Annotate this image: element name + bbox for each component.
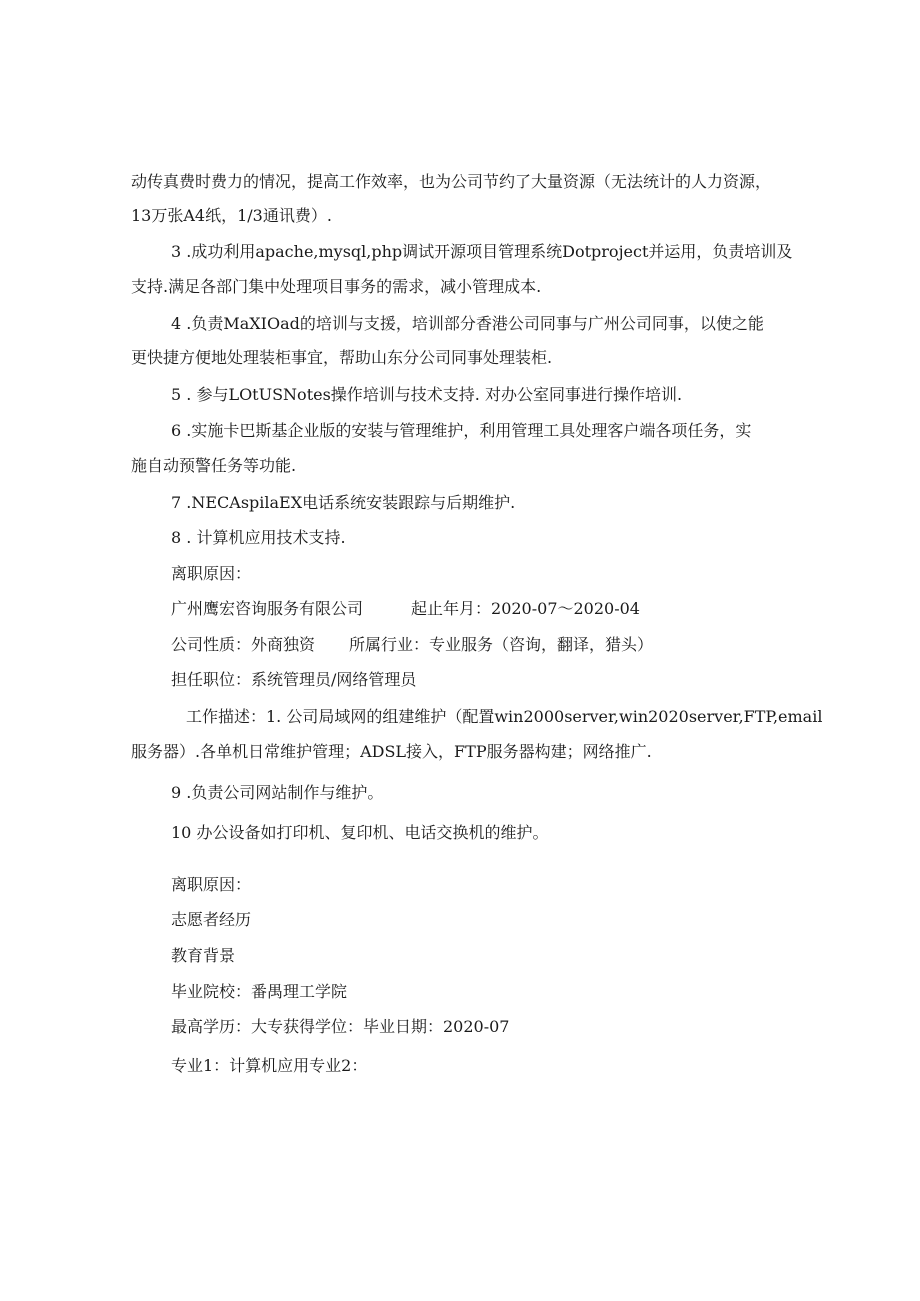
list-item-10: 10 办公设备如打印机、复印机、电话交换机的维护。 — [171, 823, 549, 842]
volunteer-heading: 志愿者经历 — [171, 910, 252, 929]
leaving-reason-label: 离职原因： — [171, 564, 252, 583]
list-item-3: 3 .成功利用apache,mysql,php调试开源项目管理系统Dotproject并运用，负责培训及 — [171, 242, 793, 261]
text-line: 支持.满足各部门集中处理项目事务的需求，减小管理成本. — [131, 277, 542, 296]
company-line — [171, 599, 640, 619]
employment-period: 起止年月：2020-07～2020-04 — [411, 599, 640, 618]
text-line: 更快捷方便地处理装柜事宜，帮助山东分公司同事处理装柜. — [131, 348, 553, 367]
company-name: 广州鹰宏咨询服务有限公司 — [171, 599, 364, 618]
list-item-8: 8 . 计算机应用技术支持. — [171, 528, 346, 547]
degree: 最高学历：大专获得学位：毕业日期：2020-07 — [171, 1017, 510, 1036]
company-info-line — [171, 635, 653, 655]
company-type: 公司性质：外商独资 — [171, 635, 316, 654]
list-item-9: 9 .负责公司网站制作与维护。 — [171, 783, 384, 802]
school: 毕业院校：番禺理工学院 — [171, 982, 348, 1001]
list-item-7: 7 .NECAspilaEX电话系统安装跟踪与后期维护. — [171, 493, 516, 512]
education-heading: 教育背景 — [171, 946, 236, 965]
list-item-4: 4 .负责MaXIOad的培训与支援，培训部分香港公司同事与广州公司同事，以使之能 — [171, 314, 764, 333]
industry: 所属行业：专业服务（咨询，翻译，猎头） — [349, 635, 654, 654]
text-line: 施自动预警任务等功能. — [131, 456, 297, 475]
position: 担任职位：系统管理员/网络管理员 — [171, 670, 417, 689]
list-item-6: 6 .实施卡巴斯基企业版的安装与管理维护，利用管理工具处理客户端各项任务，实 — [171, 421, 752, 440]
text-line: 动传真费时费力的情况，提高工作效率，也为公司节约了大量资源（无法统计的人力资源， — [131, 172, 772, 191]
text-line: 13万张A4纸，1/3通讯费）. — [131, 206, 332, 225]
job-description: 工作描述：1. 公司局域网的组建维护（配置win2000server,win2020server,FTP,email — [186, 707, 823, 726]
leaving-reason-label: 离职原因： — [171, 875, 252, 894]
text-line: 服务器）.各单机日常维护管理；ADSL接入，FTP服务器构建；网络推广. — [131, 742, 652, 761]
major: 专业1：计算机应用专业2： — [171, 1056, 368, 1075]
list-item-5: 5 . 参与LOtUSNotes操作培训与技术支持. 对办公室同事进行操作培训. — [171, 385, 683, 404]
